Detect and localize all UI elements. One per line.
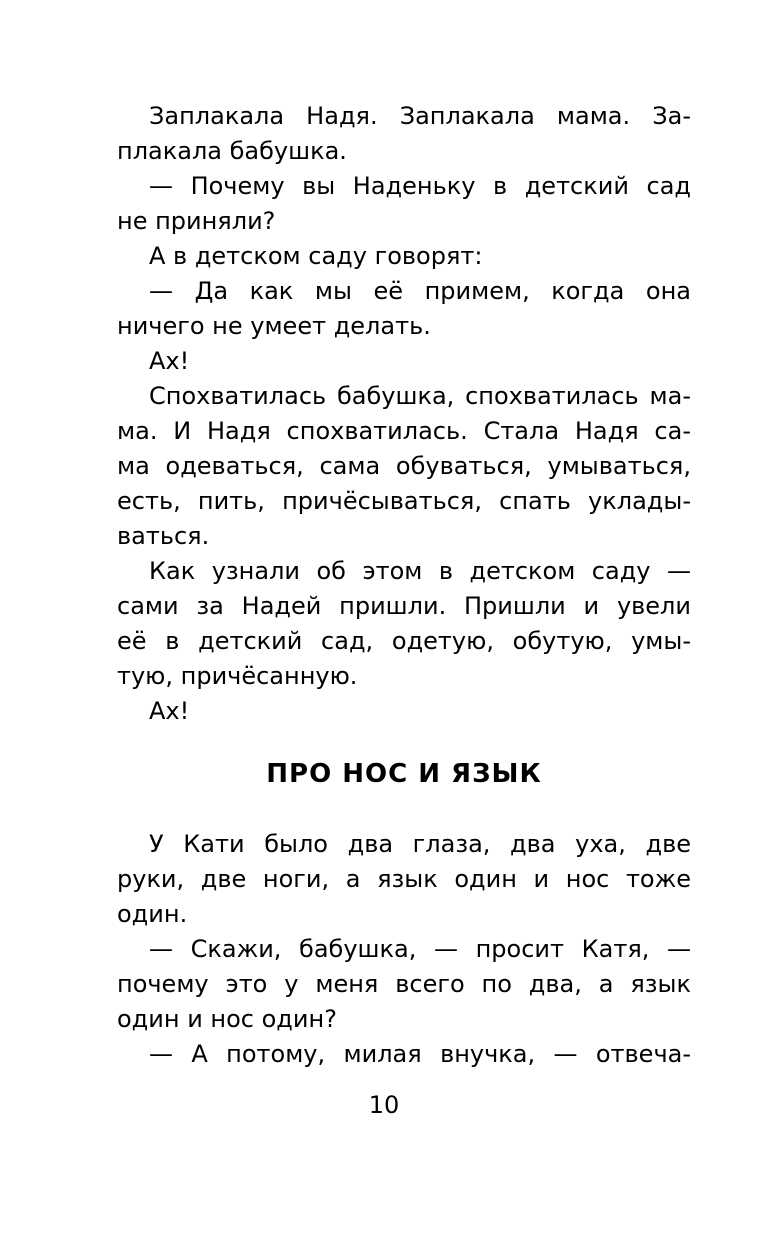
paragraph <box>117 694 691 729</box>
text-line: Ах! <box>149 347 190 375</box>
text-line: её в детский сад, одетую, обутую, умы- <box>117 627 691 655</box>
paragraph <box>117 239 691 274</box>
paragraph <box>117 554 691 694</box>
paragraph <box>117 827 691 932</box>
paragraph <box>117 99 691 169</box>
story-start-text <box>117 827 691 1072</box>
text-line: Заплакала Надя. Заплакала мама. За- <box>149 102 691 130</box>
text-line: один и нос один? <box>117 1005 337 1033</box>
story-title: ПРО НОС И ЯЗЫК <box>266 759 542 789</box>
text-line: ма одеваться, сама обуваться, умываться, <box>117 452 691 480</box>
paragraph <box>117 169 691 239</box>
paragraph <box>117 379 691 554</box>
text-line: — Почему вы Наденьку в детский сад <box>149 172 691 200</box>
text-line: — А потому, милая внучка, — отвеча- <box>149 1040 691 1068</box>
text-line: ма. И Надя спохватилась. Стала Надя са- <box>117 417 691 445</box>
text-line: ваться. <box>117 522 210 550</box>
text-line: сами за Надей пришли. Пришли и увели <box>117 592 691 620</box>
text-line: Спохватилась бабушка, спохватилась ма- <box>149 382 691 410</box>
paragraph <box>117 932 691 1037</box>
text-line: У Кати было два глаза, два уха, две <box>149 830 691 858</box>
text-line: есть, пить, причёсываться, спать уклады- <box>117 487 691 515</box>
paragraph <box>117 1037 691 1072</box>
text-line: — Да как мы её примем, когда она <box>149 277 691 305</box>
text-line: Как узнали об этом в детском саду — <box>149 557 691 585</box>
text-line: не приняли? <box>117 207 276 235</box>
text-line: А в детском саду говорят: <box>149 242 483 270</box>
text-line: Ах! <box>149 697 190 725</box>
text-line: тую, причёсанную. <box>117 662 358 690</box>
text-line: — Скажи, бабушка, — просит Катя, — <box>149 935 691 963</box>
text-line: плакала бабушка. <box>117 137 347 165</box>
paragraph <box>117 344 691 379</box>
paragraph <box>117 274 691 344</box>
page-number: 10 <box>368 1091 400 1119</box>
text-line: ничего не умеет делать. <box>117 312 431 340</box>
story-end-text <box>117 99 691 729</box>
text-line: руки, две ноги, а язык один и нос тоже <box>117 865 691 893</box>
text-line: один. <box>117 900 188 928</box>
text-line: почему это у меня всего по два, а язык <box>117 970 691 998</box>
